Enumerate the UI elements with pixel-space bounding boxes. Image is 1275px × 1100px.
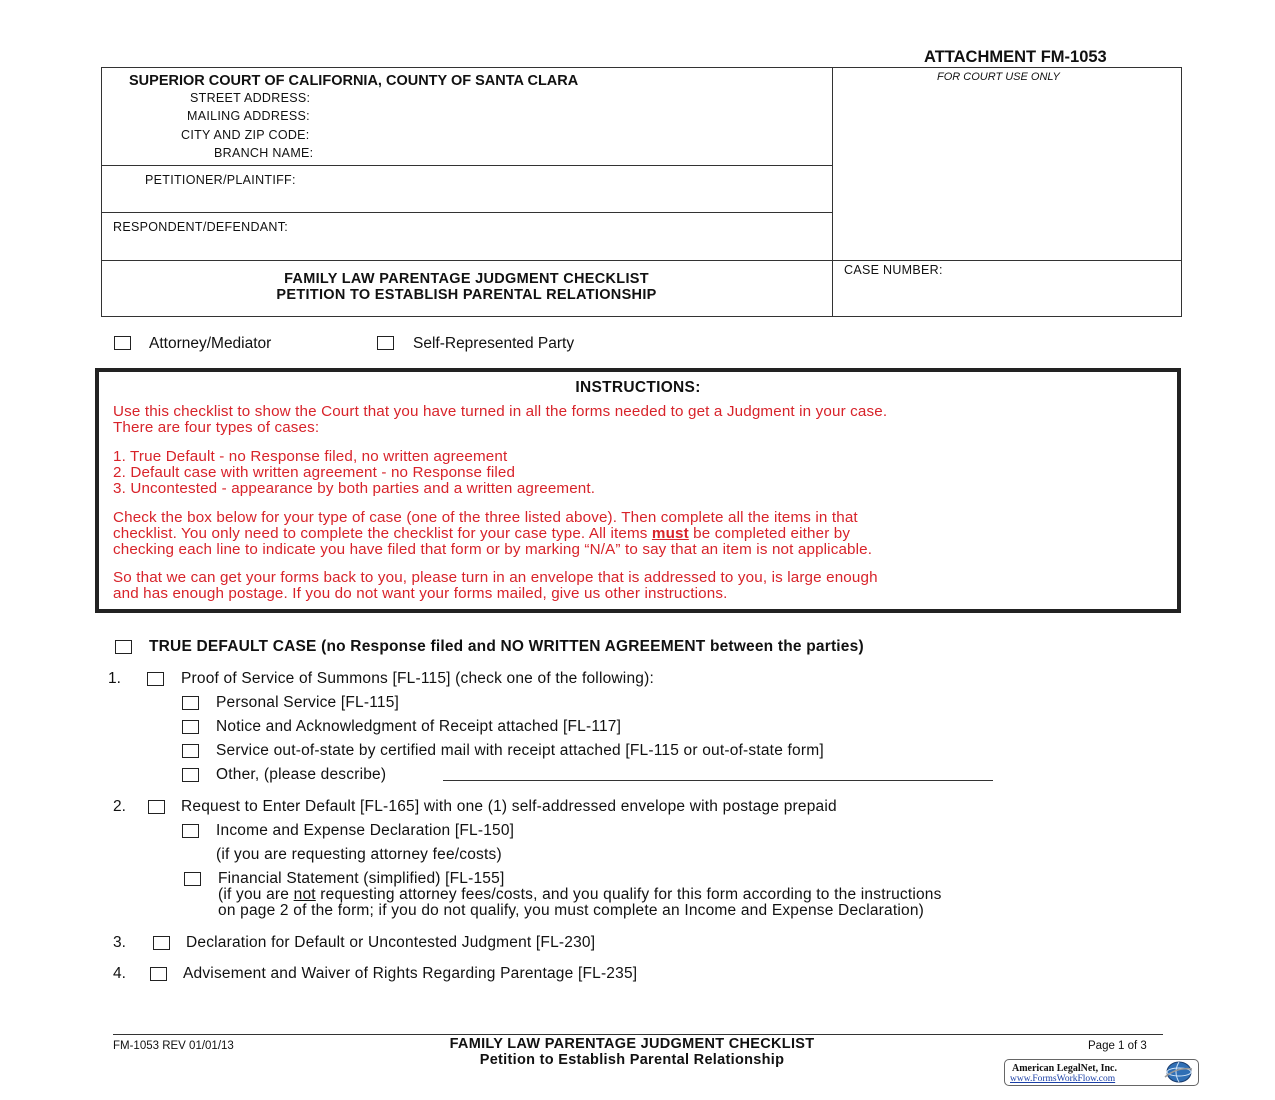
item-2b-note-1: (if you are not requesting attorney fees/costs, and you qualify for this form according to the instructions [218, 886, 942, 903]
item-2a-checkbox[interactable] [182, 824, 199, 838]
item-3-label: Declaration for Default or Uncontested Judgment [FL-230] [186, 934, 596, 951]
case-number-label: CASE NUMBER: [844, 263, 943, 277]
item-2a-note: (if you are requesting attorney fee/costs) [216, 846, 502, 863]
not-emphasis: not [293, 886, 316, 903]
respondent-label: RESPONDENT/DEFENDANT: [113, 220, 289, 234]
item-2b-note-2: on page 2 of the form; if you do not qualify, you must complete an Income and Expense Declaration) [218, 902, 925, 919]
court-use-label: FOR COURT USE ONLY [937, 71, 1060, 83]
brand-url[interactable]: www.FormsWorkFlow.com [1010, 1074, 1116, 1084]
form-title-1: FAMILY LAW PARENTAGE JUDGMENT CHECKLIST [284, 271, 649, 287]
item-1d-label: Other, (please describe) [216, 766, 387, 783]
brand-name: American LegalNet, Inc. [1012, 1063, 1117, 1074]
item-1c-label: Service out-of-state by certified mail with receipt attached [FL-115 or out-of-state form] [216, 742, 824, 759]
item-4-checkbox[interactable] [150, 967, 167, 981]
item-1c-checkbox[interactable] [182, 744, 199, 758]
true-default-checkbox[interactable] [115, 640, 132, 654]
self-represented-checkbox[interactable] [377, 336, 394, 350]
footer-rule [113, 1034, 1163, 1035]
footer-title-2: Petition to Establish Parental Relationship [479, 1052, 785, 1068]
footer-title-1: FAMILY LAW PARENTAGE JUDGMENT CHECKLIST [449, 1036, 815, 1052]
form-id: FM-1053 REV 01/01/13 [113, 1040, 234, 1052]
instructions-p1a: Use this checklist to show the Court that you have turned in all the forms needed to get a Judgment in your case. [113, 403, 888, 420]
attachment-label: ATTACHMENT FM-1053 [924, 48, 1107, 66]
item-2b-label: Financial Statement (simplified) [FL-155] [218, 870, 505, 887]
attorney-label: Attorney/Mediator [149, 335, 272, 352]
case-type-1: 1. True Default - no Response filed, no written agreement [113, 448, 508, 465]
instructions-p1b: There are four types of cases: [113, 419, 320, 436]
item-1d-checkbox[interactable] [182, 768, 199, 782]
case-type-3: 3. Uncontested - appearance by both parties and a written agreement. [113, 480, 596, 497]
item-1b-label: Notice and Acknowledgment of Receipt attached [FL-117] [216, 718, 622, 735]
item-1a-label: Personal Service [FL-115] [216, 694, 400, 711]
true-default-title: TRUE DEFAULT CASE (no Response filed and NO WRITTEN AGREEMENT between the parties) [149, 638, 864, 655]
item-3-checkbox[interactable] [153, 936, 170, 950]
item-2-label: Request to Enter Default [FL-165] with one (1) self-addressed envelope with postage prepaid [181, 798, 837, 815]
item-2-number: 2. [113, 798, 126, 815]
petitioner-label: PETITIONER/PLAINTIFF: [145, 173, 296, 187]
item-4-label: Advisement and Waiver of Rights Regarding Parentage [FL-235] [183, 965, 638, 982]
item-1a-checkbox[interactable] [182, 696, 199, 710]
item-2b-checkbox[interactable] [184, 872, 201, 886]
instructions-heading: INSTRUCTIONS: [575, 379, 701, 396]
item-2a-label: Income and Expense Declaration [FL-150] [216, 822, 515, 839]
item-1-checkbox[interactable] [147, 672, 164, 686]
self-represented-label: Self-Represented Party [413, 335, 575, 352]
brand-badge [1004, 1059, 1199, 1086]
item-1-label: Proof of Service of Summons [FL-115] (check one of the following): [181, 670, 654, 687]
form-title-2: PETITION TO ESTABLISH PARENTAL RELATIONSHIP [276, 287, 657, 303]
mailing-address-label: MAILING ADDRESS: [187, 109, 310, 123]
branch-name-label: BRANCH NAME: [214, 146, 314, 160]
street-address-label: STREET ADDRESS: [190, 91, 311, 105]
other-describe-line[interactable] [443, 780, 993, 781]
case-type-2: 2. Default case with written agreement - no Response filed [113, 464, 516, 481]
instructions-p2a: Check the box below for your type of case (one of the three listed above). Then complete all the items in that [113, 509, 858, 526]
item-1b-checkbox[interactable] [182, 720, 199, 734]
item-3-number: 3. [113, 934, 126, 951]
instructions-p2b: checklist. You only need to complete the checklist for your case type. All items must be completed either by [113, 525, 851, 542]
item-4-number: 4. [113, 965, 126, 982]
item-2-checkbox[interactable] [148, 800, 165, 814]
instructions-p3a: So that we can get your forms back to you, please turn in an envelope that is addressed to you, is large enough [113, 569, 878, 586]
must-emphasis: must [651, 525, 689, 542]
attorney-checkbox[interactable] [114, 336, 131, 350]
instructions-p2c: checking each line to indicate you have filed that form or by marking “N/A” to say that an item is not applicable. [113, 541, 873, 558]
page-number: Page 1 of 3 [1088, 1040, 1147, 1052]
court-name: SUPERIOR COURT OF CALIFORNIA, COUNTY OF SANTA CLARA [129, 73, 579, 89]
item-1-number: 1. [108, 670, 121, 687]
globe-icon [1163, 1061, 1193, 1083]
city-zip-label: CITY AND ZIP CODE: [181, 128, 310, 142]
instructions-p3b: and has enough postage. If you do not want your forms mailed, give us other instructions. [113, 585, 728, 602]
